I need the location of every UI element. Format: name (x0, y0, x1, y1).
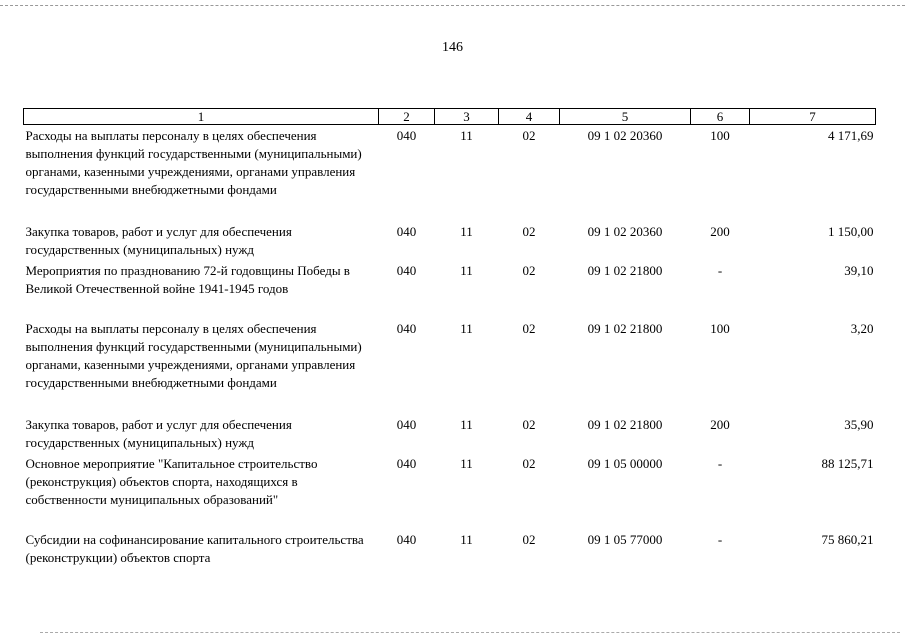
row-amount: 1 150,00 (828, 223, 874, 239)
header-col-6: 6 (691, 109, 750, 125)
row-subsection: 02 (522, 262, 536, 278)
row-target: 09 1 02 21800 (587, 416, 663, 432)
header-col-1: 1 (24, 109, 379, 125)
table-row (24, 125, 876, 221)
row-target: 09 1 02 20360 (587, 223, 663, 239)
row-section: 11 (460, 320, 473, 336)
row-name: Субсидии на софинансирование капитального строительства (реконструкции) объектов спорта (25, 531, 364, 565)
header-col-2: 2 (379, 109, 435, 125)
row-amount: 3,20 (850, 320, 874, 336)
row-target: 09 1 05 77000 (587, 531, 663, 547)
row-target: 09 1 05 00000 (587, 455, 663, 471)
row-amount: 35,90 (844, 416, 874, 432)
row-section: 11 (460, 455, 473, 471)
row-target: 09 1 02 21800 (587, 320, 663, 336)
row-target: 09 1 02 21800 (587, 262, 663, 278)
row-code: 040 (396, 128, 417, 143)
row-type: 100 (710, 128, 730, 143)
header-col-3: 3 (435, 109, 499, 125)
row-amount: 39,10 (844, 262, 874, 278)
row-code: 040 (396, 455, 417, 471)
table-row (24, 318, 876, 414)
table-row (24, 529, 876, 569)
header-col-4: 4 (499, 109, 560, 125)
row-section: 11 (460, 416, 473, 432)
header-row (24, 109, 876, 125)
row-name: Закупка товаров, работ и услуг для обеспечения государственных (муниципальных) нужд (25, 223, 292, 257)
row-amount: 75 860,21 (821, 531, 874, 547)
table-row (24, 414, 876, 453)
row-type: 100 (710, 320, 730, 336)
row-subsection: 02 (522, 416, 536, 432)
table-header (24, 109, 876, 125)
row-name: Расходы на выплаты персоналу в целях обеспечения выполнения функций государственными (муниципальными) органами, казенными учреждениями, органами управления государственными внебюджетными фондами (25, 320, 362, 390)
row-name: Расходы на выплаты персоналу в целях обеспечения выполнения функций государственными (муниципальными) органами, казенными учреждениями, органами управления государственными внебюджетными фондами (25, 128, 362, 197)
row-type: - (717, 531, 723, 547)
row-subsection: 02 (522, 455, 536, 471)
row-subsection: 02 (522, 531, 536, 547)
scan-edge-bottom (40, 632, 900, 633)
table-row (24, 260, 876, 318)
row-type: - (717, 262, 723, 278)
row-section: 11 (460, 128, 473, 143)
header-col-7: 7 (750, 109, 876, 125)
row-type: 200 (710, 416, 730, 432)
table-row (24, 221, 876, 260)
scan-edge-top (0, 5, 905, 6)
row-name: Закупка товаров, работ и услуг для обеспечения государственных (муниципальных) нужд (25, 416, 292, 450)
row-type: - (717, 455, 723, 471)
row-name: Основное мероприятие "Капитальное строительство (реконструкция) объектов спорта, находящихся в собственности муниципальных образований" (25, 455, 318, 507)
row-name: Мероприятия по празднованию 72-й годовщины Победы в Великой Отечественной войне 1941-1945 годов (25, 262, 350, 296)
row-subsection: 02 (522, 223, 536, 239)
table-body (24, 125, 876, 569)
row-target: 09 1 02 20360 (587, 128, 663, 143)
row-amount: 88 125,71 (821, 455, 874, 471)
row-code: 040 (396, 223, 417, 239)
budget-table (23, 108, 876, 569)
row-code: 040 (396, 262, 417, 278)
page-number: 146 (442, 40, 463, 55)
row-amount: 4 171,69 (828, 128, 874, 143)
row-code: 040 (396, 320, 417, 336)
row-section: 11 (460, 262, 473, 278)
row-code: 040 (396, 416, 417, 432)
row-code: 040 (396, 531, 417, 547)
table-row (24, 453, 876, 529)
row-subsection: 02 (522, 128, 536, 143)
header-col-5: 5 (560, 109, 691, 125)
row-section: 11 (460, 223, 473, 239)
row-type: 200 (710, 223, 730, 239)
row-section: 11 (460, 531, 473, 547)
row-subsection: 02 (522, 320, 536, 336)
